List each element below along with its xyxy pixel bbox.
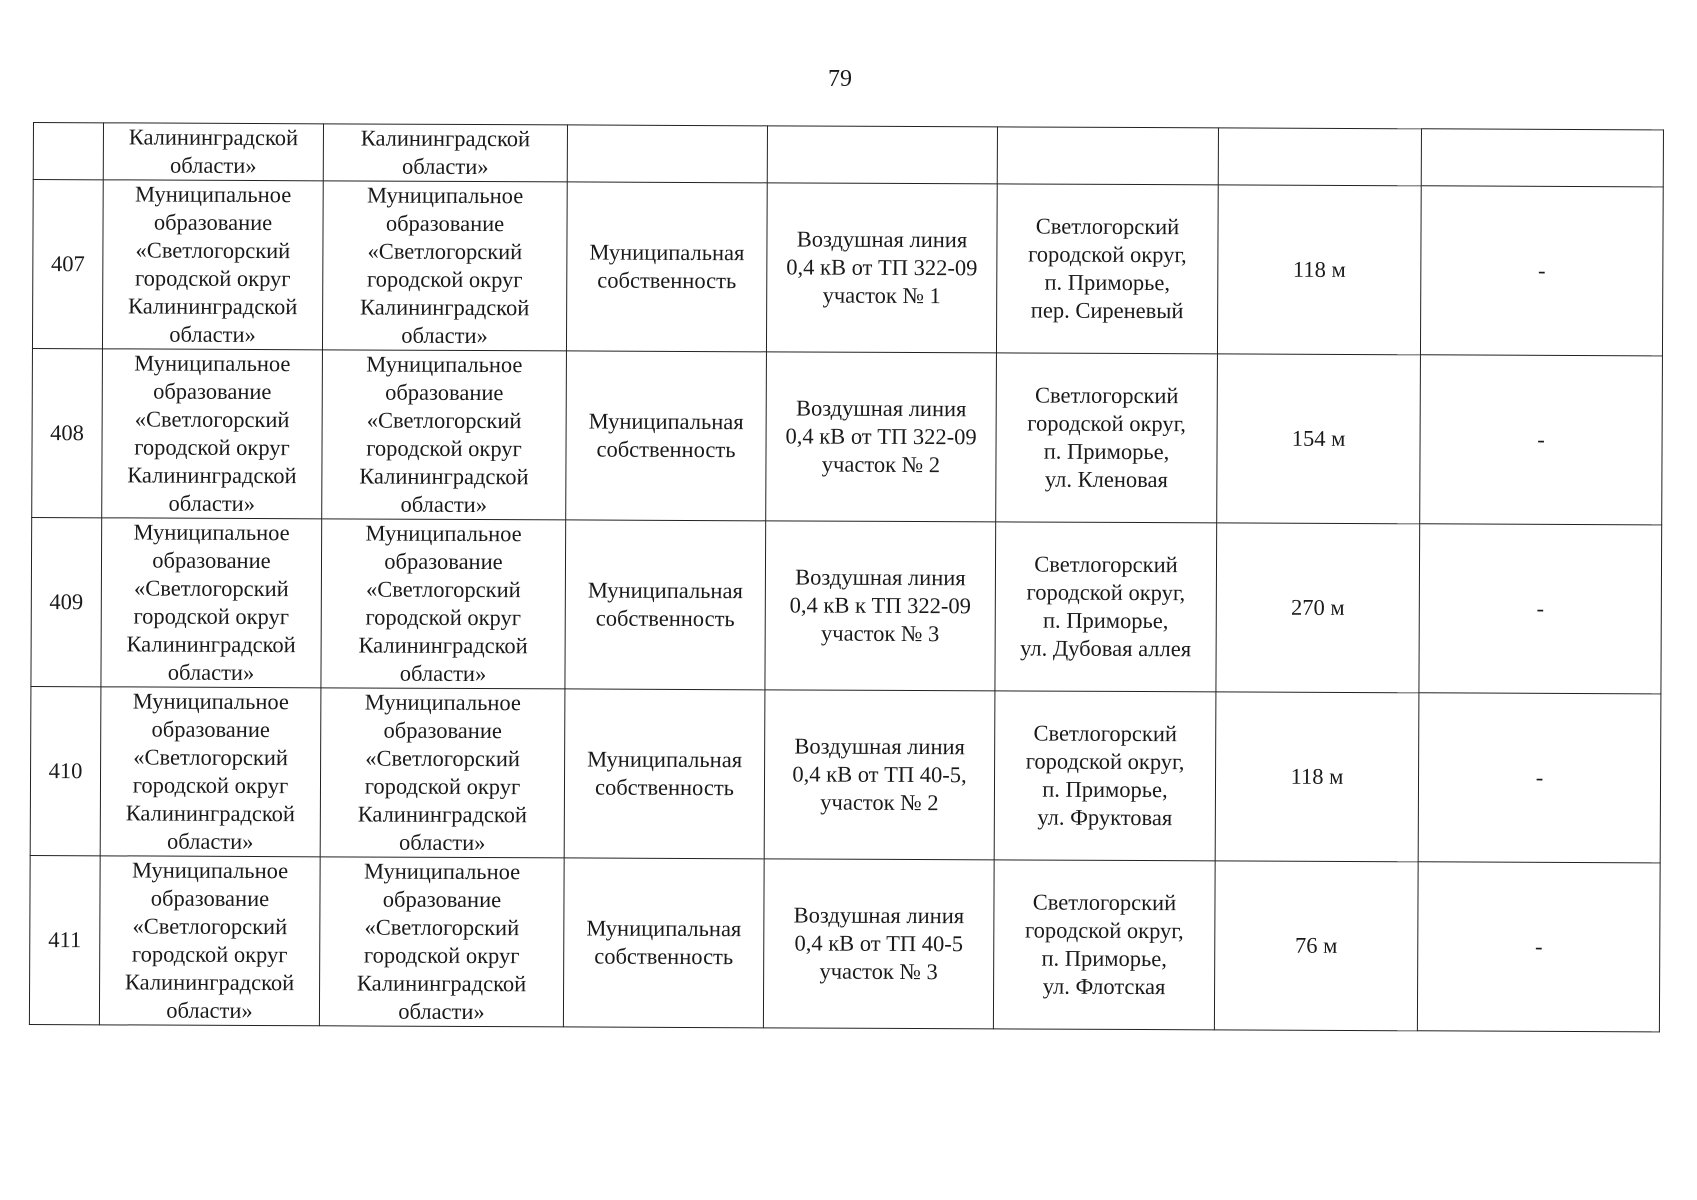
cell-ownership: Муниципальная собственность — [563, 858, 764, 1028]
table-row-continuation — [33, 123, 1663, 187]
table-row — [31, 517, 1662, 693]
cell-num: 407 — [32, 180, 103, 349]
cell-note: - — [1418, 693, 1661, 863]
cell-object: Воздушная линия 0,4 кВ от ТП 322-09 участок № 1 — [766, 183, 997, 353]
cell-address: Светлогорский городской округ, п. Приморье, ул. Фруктовая — [994, 691, 1216, 861]
cell-owner: Муниципальное образование «Светлогорский городской округ Калининградской области» — [99, 856, 320, 1026]
cell-num: 410 — [30, 686, 101, 855]
cell-holder: Муниципальное образование «Светлогорский городской округ Калининградской области» — [322, 181, 567, 351]
page-number: 79 — [828, 66, 852, 92]
cell-note: - — [1419, 524, 1662, 694]
cell-length: 76 м — [1214, 861, 1418, 1031]
cell-holder: Муниципальное образование «Светлогорский городской округ Калининградской области» — [321, 519, 566, 689]
cell-num — [33, 123, 103, 180]
cell-num: 408 — [32, 348, 103, 517]
cell-owner: Муниципальное образование «Светлогорский городской округ Калининградской области» — [102, 349, 323, 519]
cell-length — [1218, 128, 1421, 186]
cell-note: - — [1420, 355, 1663, 525]
cell-object: Воздушная линия 0,4 кВ от ТП 40-5 участок № 3 — [763, 859, 994, 1029]
cell-address: Светлогорский городской округ, п. Приморье, ул. Флотская — [993, 860, 1215, 1030]
cell-holder: Калининградской области» — [323, 124, 567, 182]
cell-owner: Муниципальное образование «Светлогорский городской округ Калининградской области» — [101, 518, 322, 688]
cell-holder: Муниципальное образование «Светлогорский городской округ Калининградской области» — [320, 688, 565, 858]
cell-length: 118 м — [1217, 185, 1421, 355]
cell-address — [997, 127, 1218, 185]
cell-owner: Муниципальное образование «Светлогорский городской округ Калининградской области» — [100, 687, 321, 857]
table-row — [30, 686, 1661, 862]
cell-num: 409 — [31, 517, 102, 686]
cell-owner: Калининградской области» — [103, 123, 323, 181]
cell-object: Воздушная линия 0,4 кВ от ТП 322-09 участок № 2 — [766, 352, 997, 522]
cell-owner: Муниципальное образование «Светлогорский городской округ Калининградской области» — [102, 180, 323, 350]
cell-note: - — [1420, 186, 1663, 356]
cell-ownership: Муниципальная собственность — [566, 182, 767, 352]
cell-ownership: Муниципальная собственность — [566, 351, 767, 521]
cell-address: Светлогорский городской округ, п. Приморье, пер. Сиреневый — [996, 184, 1218, 354]
cell-note — [1421, 129, 1663, 187]
cell-num: 411 — [29, 855, 100, 1024]
cell-ownership — [567, 125, 767, 183]
cell-address: Светлогорский городской округ, п. Приморье, ул. Дубовая аллея — [995, 522, 1217, 692]
cell-object: Воздушная линия 0,4 кВ от ТП 40-5, участок № 2 — [764, 690, 995, 860]
table-row — [32, 180, 1663, 356]
cell-length: 118 м — [1215, 692, 1419, 862]
cell-holder: Муниципальное образование «Светлогорский городской округ Калининградской области» — [319, 857, 564, 1027]
cell-object — [767, 126, 997, 184]
table-row — [29, 855, 1660, 1031]
cell-length: 270 м — [1216, 523, 1420, 693]
cell-object: Воздушная линия 0,4 кВ к ТП 322-09 участок № 3 — [765, 521, 996, 691]
registry-table — [29, 122, 1664, 1032]
cell-address: Светлогорский городской округ, п. Приморье, ул. Кленовая — [996, 353, 1218, 523]
cell-ownership: Муниципальная собственность — [564, 689, 765, 859]
cell-ownership: Муниципальная собственность — [565, 520, 766, 690]
cell-note: - — [1417, 862, 1660, 1032]
table-row — [32, 348, 1663, 524]
cell-holder: Муниципальное образование «Светлогорский городской округ Калининградской области» — [322, 350, 567, 520]
cell-length: 154 м — [1217, 354, 1421, 524]
